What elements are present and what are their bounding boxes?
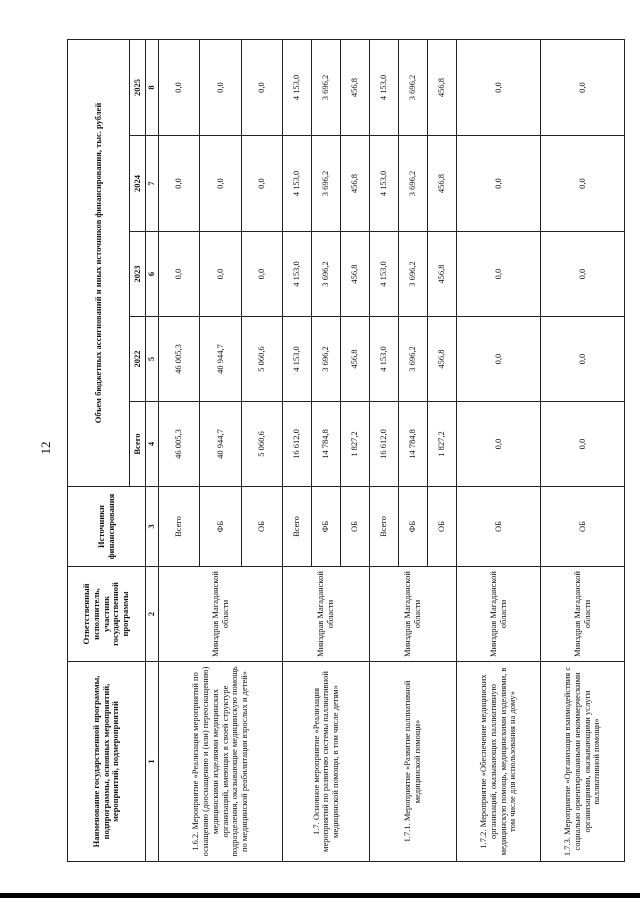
table-row xyxy=(370,39,399,861)
total-cell: 5 060,6 xyxy=(241,402,283,487)
program-name-cell: 1.7.1. Мероприятие «Развитие паллиативной медицинской помощи» xyxy=(370,662,457,862)
source-cell: ОБ xyxy=(341,487,370,567)
y2025-cell: 4 153,0 xyxy=(283,39,312,135)
index-cell: 2 xyxy=(146,567,159,662)
y2022-cell: 0,0 xyxy=(541,317,625,402)
executor-cell: Минздрав Магаданской области xyxy=(283,567,370,662)
y2025-cell: 0,0 xyxy=(158,39,200,135)
table-row xyxy=(457,39,541,861)
y2024-cell: 0,0 xyxy=(541,136,625,232)
total-cell: 16 612,0 xyxy=(370,402,399,487)
y2023-cell: 3 696,2 xyxy=(399,232,428,317)
header-executor: Ответственный исполнитель, участник государственной программы xyxy=(68,567,146,662)
scan-border-line xyxy=(0,893,640,898)
y2024-cell: 0,0 xyxy=(200,136,242,232)
executor-cell: Минздрав Магаданской области xyxy=(158,567,283,662)
y2023-cell: 0,0 xyxy=(457,232,541,317)
source-cell: ФБ xyxy=(200,487,242,567)
y2022-cell: 4 153,0 xyxy=(283,317,312,402)
total-cell: 14 784,8 xyxy=(399,402,428,487)
y2023-cell: 4 153,0 xyxy=(370,232,399,317)
executor-cell: Минздрав Магаданской области xyxy=(541,567,625,662)
program-name-cell: 1.7.3. Мероприятие «Организация взаимодействия с социально ориентированными некоммерческими организациями, оказывающими услуги паллиативной помощи» xyxy=(541,662,625,862)
index-cell: 5 xyxy=(146,317,159,402)
table-row xyxy=(283,39,312,861)
header-2022: 2022 xyxy=(130,317,146,402)
executor-cell: Минздрав Магаданской области xyxy=(370,567,457,662)
y2022-cell: 46 005,3 xyxy=(158,317,200,402)
y2023-cell: 0,0 xyxy=(241,232,283,317)
y2024-cell: 0,0 xyxy=(158,136,200,232)
y2024-cell: 0,0 xyxy=(457,136,541,232)
total-cell: 0,0 xyxy=(457,402,541,487)
y2024-cell: 3 696,2 xyxy=(399,136,428,232)
rotated-table-wrapper xyxy=(67,40,625,862)
total-cell: 0,0 xyxy=(541,402,625,487)
source-cell: ФБ xyxy=(399,487,428,567)
y2022-cell: 3 696,2 xyxy=(312,317,341,402)
y2025-cell: 0,0 xyxy=(200,39,242,135)
y2023-cell: 4 153,0 xyxy=(283,232,312,317)
y2024-cell: 3 696,2 xyxy=(312,136,341,232)
page-number: 12 xyxy=(38,441,53,455)
y2022-cell: 456,8 xyxy=(427,317,456,402)
index-cell: 7 xyxy=(146,136,159,232)
y2022-cell: 40 944,7 xyxy=(200,317,242,402)
y2023-cell: 0,0 xyxy=(158,232,200,317)
header-2024: 2024 xyxy=(130,136,146,232)
y2025-cell: 0,0 xyxy=(457,39,541,135)
y2025-cell: 456,8 xyxy=(427,39,456,135)
source-cell: ОБ xyxy=(427,487,456,567)
header-total: Всего xyxy=(130,402,146,487)
financing-table xyxy=(67,39,625,862)
y2023-cell: 3 696,2 xyxy=(312,232,341,317)
y2024-cell: 456,8 xyxy=(427,136,456,232)
total-cell: 46 005,3 xyxy=(158,402,200,487)
source-cell: Всего xyxy=(283,487,312,567)
index-cell: 6 xyxy=(146,232,159,317)
header-source: Источники финансирования xyxy=(68,487,146,567)
y2022-cell: 456,8 xyxy=(341,317,370,402)
index-cell: 4 xyxy=(146,402,159,487)
header-funding: Объем бюджетных ассигнований и иных источников финансирования, тыс. рублей xyxy=(68,39,130,486)
index-cell: 8 xyxy=(146,39,159,135)
y2022-cell: 3 696,2 xyxy=(399,317,428,402)
source-cell: Всего xyxy=(158,487,200,567)
program-name-cell: 1.7.2. Мероприятие «Обеспечение медицинских организаций, оказывающих паллиативную медицинскую помощь, медицинскими изделиями, в том числе для использования на дому» xyxy=(457,662,541,862)
y2023-cell: 0,0 xyxy=(541,232,625,317)
total-cell: 1 827,2 xyxy=(341,402,370,487)
y2024-cell: 4 153,0 xyxy=(283,136,312,232)
y2025-cell: 3 696,2 xyxy=(312,39,341,135)
y2023-cell: 456,8 xyxy=(341,232,370,317)
y2025-cell: 0,0 xyxy=(541,39,625,135)
y2025-cell: 3 696,2 xyxy=(399,39,428,135)
source-cell: ОБ xyxy=(457,487,541,567)
y2024-cell: 4 153,0 xyxy=(370,136,399,232)
y2025-cell: 4 153,0 xyxy=(370,39,399,135)
index-cell: 1 xyxy=(146,662,159,862)
source-cell: ОБ xyxy=(241,487,283,567)
y2022-cell: 5 060,6 xyxy=(241,317,283,402)
y2022-cell: 0,0 xyxy=(457,317,541,402)
table-row xyxy=(158,39,200,861)
total-cell: 1 827,2 xyxy=(427,402,456,487)
y2023-cell: 456,8 xyxy=(427,232,456,317)
table-row xyxy=(541,39,625,861)
source-cell: ОБ xyxy=(541,487,625,567)
y2025-cell: 0,0 xyxy=(241,39,283,135)
y2022-cell: 4 153,0 xyxy=(370,317,399,402)
y2023-cell: 0,0 xyxy=(200,232,242,317)
y2024-cell: 456,8 xyxy=(341,136,370,232)
header-program-name: Наименование государственной программы, подпрограммы, основных мероприятий, мероприятий, подмероприятий xyxy=(68,662,146,862)
header-2025: 2025 xyxy=(130,39,146,135)
total-cell: 14 784,8 xyxy=(312,402,341,487)
source-cell: Всего xyxy=(370,487,399,567)
y2025-cell: 456,8 xyxy=(341,39,370,135)
source-cell: ФБ xyxy=(312,487,341,567)
total-cell: 16 612,0 xyxy=(283,402,312,487)
executor-cell: Минздрав Магаданской области xyxy=(457,567,541,662)
index-cell: 3 xyxy=(146,487,159,567)
header-2023: 2023 xyxy=(130,232,146,317)
program-name-cell: 1.7. Основное мероприятие «Реализация мероприятий по развитию системы паллиативной медицинской помощи, в том числе детям» xyxy=(283,662,370,862)
total-cell: 40 944,7 xyxy=(200,402,242,487)
program-name-cell: 1.6.2. Мероприятие «Реализация мероприятий по оснащению (дооснащению и (или) переоснащению) медицинскими изделиями медицинских организаций, имеющих в своей структуре подразделения, оказывающие медицинскую помощь по медицинской реабилитации взрослых и детей» xyxy=(158,662,283,862)
y2024-cell: 0,0 xyxy=(241,136,283,232)
